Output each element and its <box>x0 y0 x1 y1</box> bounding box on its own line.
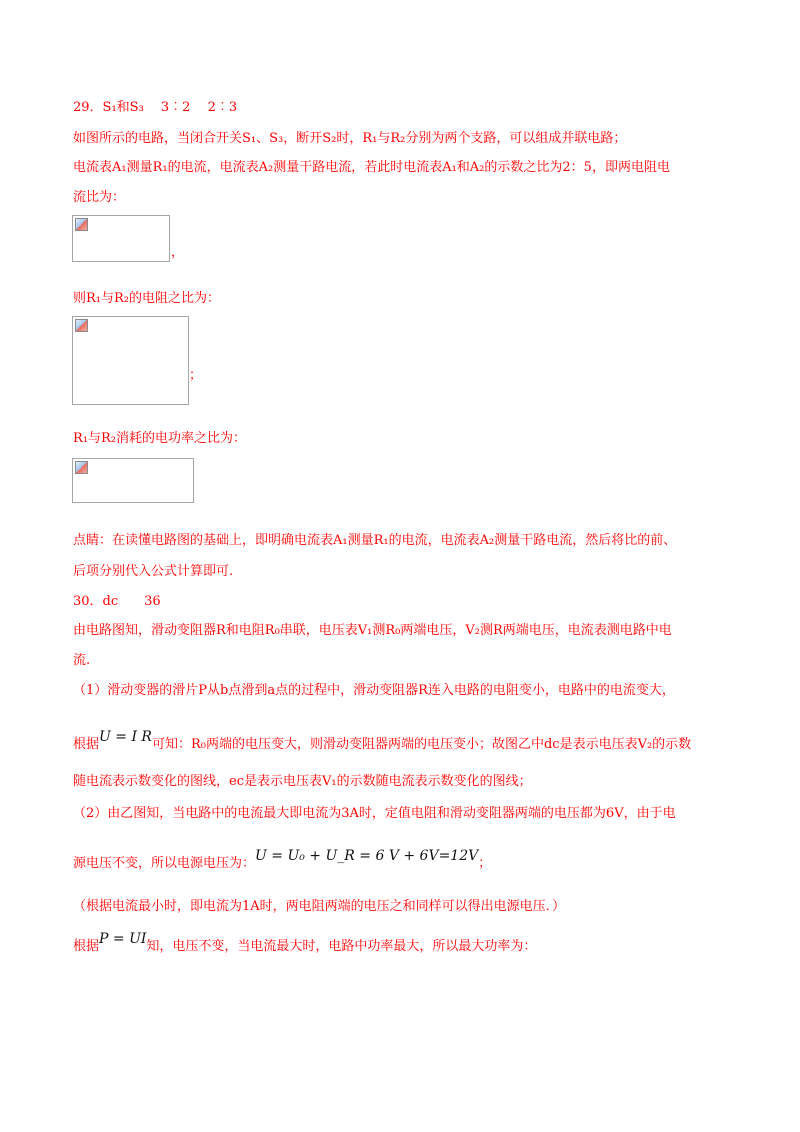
formula-image-current-ratio <box>72 215 170 262</box>
q30-line-2: 流. <box>73 653 91 668</box>
q29-tip-2: 后项分别代入公式计算即可. <box>73 564 234 579</box>
text-segment: 根据 <box>73 737 100 752</box>
q29-heading: 29．S₁和S₃ 3︰2 2︰3 <box>73 100 238 115</box>
semicolon-mark: ； <box>189 368 203 383</box>
formula-ohms-law: U = I R <box>99 729 152 745</box>
q30-line-9 <box>73 931 537 955</box>
q29-line-5: R₁与R₂消耗的电功率之比为： <box>73 431 246 446</box>
broken-image-icon <box>75 461 88 474</box>
formula-source-voltage: U = U₀ + U_R = 6 V + 6V=12V <box>255 848 479 864</box>
broken-image-icon <box>75 319 88 332</box>
q29-line-1: 如图所示的电路，当闭合开关S₁、S₃，断开S₂时，R₁与R₂分别为两个支路，可以组成并联电路； <box>73 131 627 146</box>
q30-line-3: （1）滑动变器的滑片P从b点滑到a点的过程中，滑动变阻器R连入电路的电阻变小，电路中的电流变大， <box>73 683 675 698</box>
text-segment: 源电压不变，所以电源电压为： <box>73 856 256 871</box>
text-segment: ； <box>478 856 492 871</box>
q30-line-7 <box>73 848 492 872</box>
comma-mark: ， <box>171 245 185 260</box>
text-segment: 根据 <box>73 939 100 954</box>
q30-line-8: （根据电流最小时，即电流为1A时，两电阻两端的电压之和同样可以得出电源电压．） <box>73 899 566 914</box>
broken-image-icon <box>75 218 88 231</box>
formula-power: P = UI <box>99 931 147 947</box>
q30-line-5: 随电流表示数变化的图线，ec是表示电压表V₁的示数随电流表示数变化的图线； <box>73 774 532 789</box>
text-segment: 可知：R₀两端的电压变大，则滑动变阻器两端的电压变小；故图乙中dc是表示电压表V₂的示数 <box>151 737 692 752</box>
q29-line-4: 则R₁与R₂的电阻之比为： <box>73 291 220 306</box>
q29-line-2: 电流表A₁测量R₁的电流，电流表A₂测量干路电流，若此时电流表A₁和A₂的示数之比为2：5，即两电阻电 <box>73 160 670 175</box>
q30-heading: 30．dc 36 <box>73 594 161 609</box>
q29-tip-1: 点睛：在读懂电路图的基础上，即明确电流表A₁测量R₁的电流，电流表A₂测量干路电流，然后将比的前、 <box>73 533 677 548</box>
q30-line-4 <box>73 729 692 753</box>
q30-line-1: 由电路图知，滑动变阻器R和电阻R₀串联，电压表V₁测R₀两端电压，V₂测R两端电压，电流表测电路中电 <box>73 623 672 638</box>
q30-line-6: （2）由乙图知，当电路中的电流最大即电流为3A时，定值电阻和滑动变阻器两端的电压都为6V，由于电 <box>73 806 676 821</box>
text-segment: 知，电压不变，当电流最大时，电路中功率最大，所以最大功率为： <box>146 939 537 954</box>
q29-line-3: 流比为： <box>73 190 126 205</box>
formula-image-resistance-ratio <box>72 316 189 405</box>
formula-image-power-ratio <box>72 458 194 503</box>
